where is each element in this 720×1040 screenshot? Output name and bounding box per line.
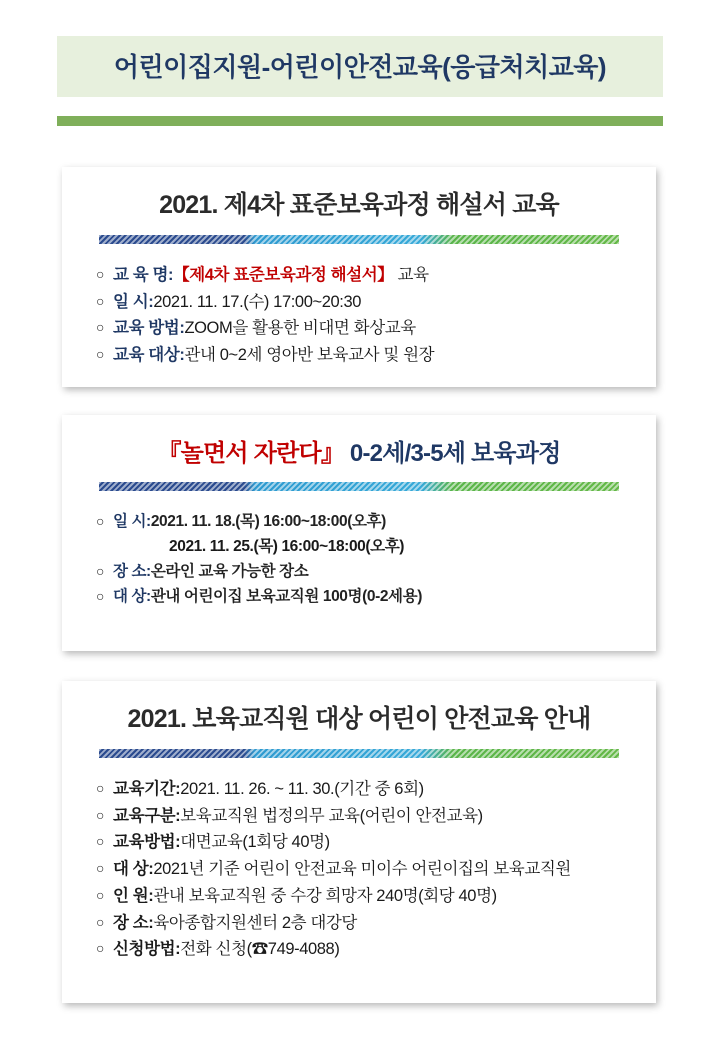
list-item (96, 584, 622, 609)
card-2-title (62, 415, 656, 468)
bullet-icon: ○ (96, 292, 105, 309)
row-value: 보육교직원 법정의무 교육(어린이 안전교육) (180, 806, 483, 825)
row-value: 대면교육(1회당 40명) (180, 833, 330, 852)
bullet-icon: ○ (96, 780, 105, 796)
info-card-3 (62, 681, 656, 1003)
bullet-icon: ○ (96, 940, 105, 957)
row-label: 신청방법: (113, 940, 181, 959)
list-item (96, 803, 622, 830)
list-item (96, 936, 622, 963)
row-label: 교 육 명: (113, 266, 174, 284)
list-item (96, 342, 622, 369)
bullet-icon: ○ (96, 563, 105, 580)
bullet-icon: ○ (96, 806, 105, 823)
card-1-body (62, 244, 656, 369)
list-item (96, 829, 622, 856)
card-2-title-rest: 0-2세/3-5세 보육과정 (344, 440, 561, 467)
info-card-2 (62, 415, 656, 651)
row-value: 관내 어린이집 보육교직원 100명(0-2세용) (150, 588, 422, 606)
page-title: 어린이집지원-어린이안전교육(응급처치교육) (113, 52, 607, 82)
card-1-title: 2021. 제4차 표준보육과정 해설서 교육 (159, 191, 559, 219)
bullet-icon: ○ (96, 513, 105, 529)
row-label: 교육 방법: (113, 319, 185, 338)
row-value: ZOOM을 활용한 비대면 화상교육 (184, 319, 416, 338)
row-value: 2021. 11. 18.(목) 16:00~18:00(오후) (150, 513, 386, 530)
bullet-icon: ○ (96, 886, 105, 903)
bullet-icon: ○ (96, 860, 105, 877)
row-value-highlight: 【제4차 표준보육과정 해설서】 (173, 266, 394, 284)
list-item (96, 910, 622, 937)
row-value: 관내 보육교직원 중 수강 희망자 240명(회당 40명) (153, 886, 497, 905)
bullet-icon: ○ (96, 913, 105, 930)
row-label: 일 시: (113, 292, 154, 311)
row-label: 대 상: (113, 588, 151, 606)
bullet-icon: ○ (96, 588, 105, 605)
row-label: 일 시: (113, 513, 151, 530)
page-banner (57, 36, 663, 97)
list-item (96, 776, 622, 803)
banner-underbar (57, 116, 663, 126)
bullet-icon: ○ (96, 266, 105, 282)
list-item (96, 509, 622, 534)
row-label: 교육기간: (113, 780, 181, 798)
row-label: 장 소: (113, 563, 151, 581)
list-item (96, 856, 622, 883)
row-label: 인 원: (113, 886, 154, 905)
bullet-icon: ○ (96, 346, 105, 363)
list-item (96, 262, 622, 289)
card-3-title: 2021. 보육교직원 대상 어린이 안전교육 안내 (127, 705, 591, 733)
card-3-divider (99, 749, 619, 758)
list-item-continuation (96, 534, 622, 559)
row-label: 장 소: (113, 913, 154, 932)
row-value: 2021. 11. 25.(목) 16:00~18:00(오후) (169, 538, 405, 556)
row-value: 2021. 11. 17.(수) 17:00~20:30 (153, 292, 361, 311)
card-2-divider (99, 482, 619, 491)
list-item (96, 315, 622, 342)
row-label: 대 상: (113, 860, 154, 879)
list-item (96, 559, 622, 584)
card-2-title-highlight: 『놀면서 자란다』 (157, 440, 345, 467)
row-value: 전화 신청(☎749-4088) (180, 940, 340, 959)
row-value: 관내 0~2세 영아반 보육교사 및 원장 (184, 346, 435, 365)
card-3-body (62, 758, 656, 963)
row-value-post: 교육 (393, 266, 429, 284)
row-label: 교육구분: (113, 806, 181, 825)
row-value: 온라인 교육 가능한 장소 (150, 563, 309, 581)
row-value (173, 262, 429, 289)
card-1-divider (99, 235, 619, 244)
row-value: 2021. 11. 26. ~ 11. 30.(기간 중 6회) (180, 780, 424, 798)
card-2-body (62, 491, 656, 609)
info-card-1 (62, 167, 656, 387)
row-value: 육아종합지원센터 2층 대강당 (153, 913, 357, 932)
bullet-icon: ○ (96, 833, 105, 850)
list-item (96, 289, 622, 316)
row-value: 2021년 기준 어린이 안전교육 미이수 어린이집의 보육교직원 (153, 860, 571, 879)
row-label: 교육방법: (113, 833, 181, 852)
row-label: 교육 대상: (113, 346, 185, 365)
bullet-icon: ○ (96, 319, 105, 336)
list-item (96, 883, 622, 910)
